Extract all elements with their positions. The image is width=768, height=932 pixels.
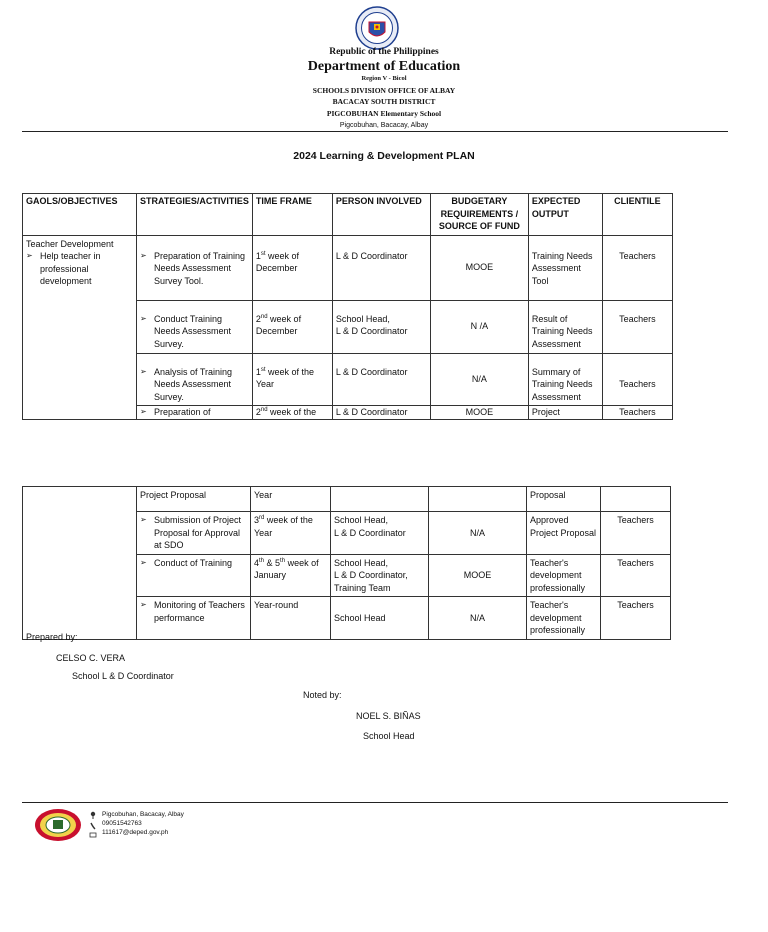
column-header: STRATEGIES/ACTIVITIES (137, 194, 253, 236)
arrow-bullet-icon: ➢ (26, 251, 33, 260)
persons-cell: L & D Coordinator (332, 406, 430, 420)
objective-cell-continued (23, 487, 137, 640)
district-label: BACACAY SOUTH DISTRICT (332, 97, 436, 106)
persons-cell: School Head (331, 597, 429, 640)
plan-table-part1 (22, 193, 673, 420)
arrow-bullet-icon: ➢ (140, 407, 147, 416)
strategy-text: Preparation of (154, 407, 211, 417)
objective-cell (23, 235, 137, 419)
client-cell: Teachers (601, 597, 671, 640)
strategy-text: Project Proposal (137, 487, 251, 512)
persons-cell: School Head, L & D Coordinator (332, 300, 430, 353)
table-header-row (23, 194, 673, 236)
strategy-text: Analysis of Training Needs Assessment Survey. (154, 366, 233, 402)
prepared-by-name: CELSO C. VERA (56, 653, 126, 663)
time-frame-cell: 4th & 5th week of January (251, 554, 331, 597)
prepared-by-label: Prepared by: (26, 632, 78, 642)
school-address: Pigcobuhan, Bacacay, Albay (339, 122, 429, 129)
client-cell: Teachers (602, 353, 672, 406)
persons-cell (331, 487, 429, 512)
budget-cell: N/A (429, 512, 527, 555)
arrow-bullet-icon: ➢ (140, 515, 147, 524)
column-header: EXPECTED OUTPUT (528, 194, 602, 236)
output-cell: Result of Training Needs Assessment (528, 300, 602, 353)
budget-cell: MOOE (430, 235, 528, 300)
table-row (23, 487, 671, 512)
arrow-bullet-icon: ➢ (140, 557, 147, 567)
time-frame-cell: Year (251, 487, 331, 512)
noted-by-label: Noted by: (303, 690, 342, 700)
column-header: BUDGETARY REQUIREMENTS / SOURCE OF FUND (430, 194, 528, 236)
strategy-text: Submission of Project Proposal for Approval at SDO (154, 515, 242, 550)
client-cell: Teachers (601, 512, 671, 555)
column-header: PERSON INVOLVED (332, 194, 430, 236)
footer-divider (22, 802, 728, 803)
time-frame-cell: 3rd week of the Year (251, 512, 331, 555)
division-label: SCHOOLS DIVISION OFFICE OF ALBAY (312, 86, 456, 95)
column-header: TIME FRAME (252, 194, 332, 236)
footer-email: 111617@deped.gov.ph (102, 829, 169, 836)
persons-cell: L & D Coordinator (332, 353, 430, 406)
strategy-text: Conduct of Training (154, 557, 233, 568)
output-cell: Proposal (527, 487, 601, 512)
budget-cell (429, 487, 527, 512)
time-frame-cell: 1st week of December (252, 235, 332, 300)
arrow-bullet-icon: ➢ (140, 313, 147, 323)
budget-cell: N/A (430, 353, 528, 406)
arrow-bullet-icon: ➢ (140, 250, 147, 260)
arrow-bullet-icon: ➢ (140, 366, 147, 376)
output-cell: Training Needs Assessment Tool (528, 235, 602, 300)
arrow-bullet-icon: ➢ (140, 600, 147, 609)
client-cell: Teachers (602, 300, 672, 353)
client-cell: Teachers (602, 406, 672, 420)
budget-cell: MOOE (430, 406, 528, 420)
strategy-text: Monitoring of Teachers performance (154, 600, 245, 623)
column-header: CLIENTILE (602, 194, 672, 236)
footer-address: Pigcobuhan, Bacacay, Albay (102, 811, 184, 818)
persons-cell: School Head, L & D Coordinator, Training Team (331, 554, 429, 597)
noted-by-name: NOEL S. BIÑAS (356, 711, 421, 721)
time-frame-cell: 1st week of the Year (252, 353, 332, 406)
header-divider (22, 131, 728, 132)
republic-label: Republic of the Philippines (329, 47, 439, 57)
deped-seal-logo (355, 6, 399, 50)
plan-title: 2024 Learning & Development PLAN (293, 150, 475, 162)
persons-cell: L & D Coordinator (332, 235, 430, 300)
school-logo (34, 808, 82, 842)
strategy-text: Preparation of Training Needs Assessment Survey Tool. (154, 250, 246, 286)
objective-label: Teacher Development (26, 238, 114, 249)
output-cell: Summary of Training Needs Assessment (528, 353, 602, 406)
contact-icons (89, 811, 97, 839)
department-label: Department of Education (307, 59, 461, 74)
footer-contact (102, 810, 184, 837)
column-header: GAOLS/OBJECTIVES (23, 194, 137, 236)
table-row (23, 235, 673, 300)
objective-bullet: Help teacher in professional development (40, 251, 101, 286)
output-cell: Teacher's development professionally (527, 597, 601, 640)
school-label: PIGCOBUHAN Elementary School (326, 109, 442, 118)
client-cell: Teachers (602, 235, 672, 300)
region-label: Region V - Bicol (361, 75, 407, 82)
budget-cell: N /A (430, 300, 528, 353)
time-frame-cell: Year-round (251, 597, 331, 640)
client-cell: Teachers (601, 554, 671, 597)
budget-cell: MOOE (429, 554, 527, 597)
client-cell (601, 487, 671, 512)
strategy-text: Conduct Training Needs Assessment Survey. (154, 313, 232, 349)
noted-by-title: School Head (363, 731, 415, 741)
plan-table-part2 (22, 486, 671, 640)
output-cell: Approved Project Proposal (527, 512, 601, 555)
budget-cell: N/A (429, 597, 527, 640)
output-cell: Project (528, 406, 602, 420)
output-cell: Teacher's development professionally (527, 554, 601, 597)
footer-phone: 09051542763 (102, 820, 142, 827)
persons-cell: School Head, L & D Coordinator (331, 512, 429, 555)
time-frame-cell: 2nd week of the (252, 406, 332, 420)
time-frame-cell: 2nd week of December (252, 300, 332, 353)
prepared-by-title: School L & D Coordinator (72, 671, 174, 681)
